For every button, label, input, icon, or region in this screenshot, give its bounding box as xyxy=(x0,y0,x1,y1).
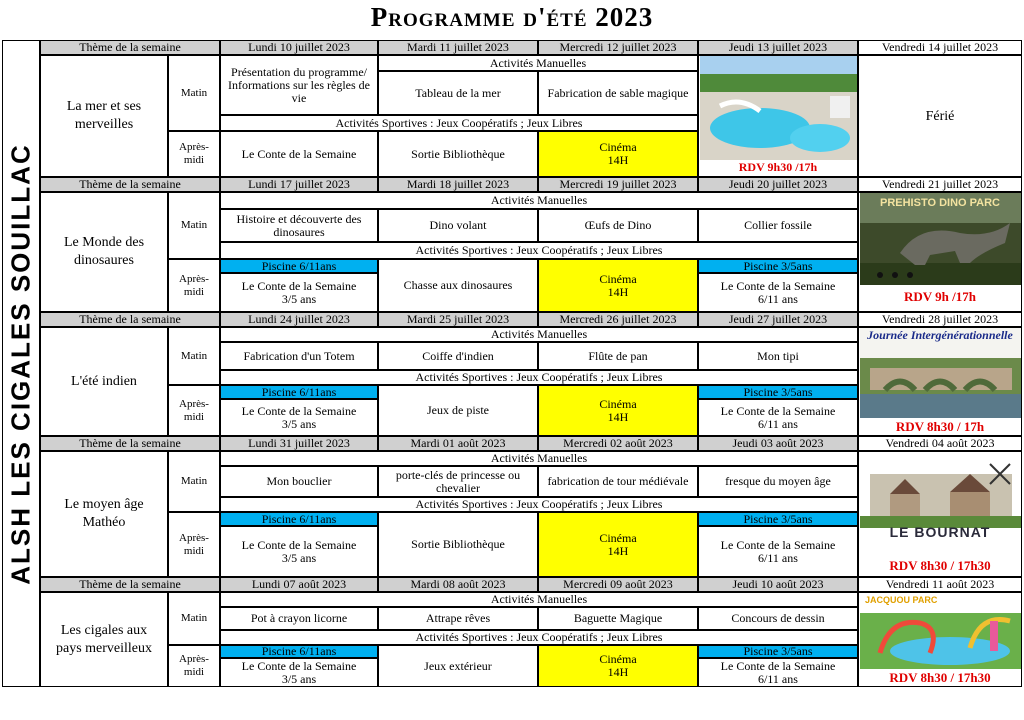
rdv-time: RDV 8h30 / 17h xyxy=(895,419,985,434)
lundi-apres-midi: Le Conte de la Semaine 3/5 ans xyxy=(220,658,378,687)
week-theme: Les cigales aux pays merveilleux xyxy=(40,592,168,687)
activites-sportives: Activités Sportives : Jeux Coopératifs ; Jeux Libres xyxy=(220,630,858,645)
piscine-badge: Piscine 6/11ans xyxy=(220,385,378,399)
activites-manuelles: Activités Manuelles xyxy=(220,592,858,607)
week-theme: L'été indien xyxy=(40,327,168,436)
matin-label: Matin xyxy=(168,55,220,131)
day-header: Lundi 24 juillet 2023 xyxy=(220,312,378,327)
jacquou-parc-picture xyxy=(858,592,1022,687)
week-1 xyxy=(40,40,1022,177)
dino-park-logo: PREHISTO DINO PARC xyxy=(880,197,1000,209)
day-header: Jeudi 20 juillet 2023 xyxy=(698,177,858,192)
activites-manuelles: Activités Manuelles xyxy=(220,451,858,466)
rdv-time: RDV 9h30 /17h xyxy=(738,160,818,174)
lundi-matin: Pot à crayon licorne xyxy=(220,607,378,630)
day-header: Mercredi 19 juillet 2023 xyxy=(538,177,698,192)
rdv-time: RDV 9h /17h xyxy=(903,289,976,304)
side-banner-label: ALSH LES CIGALES SOUILLAC xyxy=(5,142,36,585)
lundi-apres-midi: Le Conte de la Semaine 3/5 ans xyxy=(220,526,378,577)
mardi-matin: Tableau de la mer xyxy=(378,71,538,115)
mercredi-matin: fabrication de tour médiévale xyxy=(538,466,698,497)
apres-midi-label: Après- midi xyxy=(168,512,220,577)
mercredi-matin: Fabrication de sable magique xyxy=(538,71,698,115)
lundi-apres-midi: Le Conte de la Semaine xyxy=(220,131,378,177)
jeudi-matin: fresque du moyen âge xyxy=(698,466,858,497)
jeudi-matin: Collier fossile xyxy=(698,209,858,242)
mardi-matin: porte-clés de princesse ou chevalier xyxy=(378,466,538,497)
activites-manuelles: Activités Manuelles xyxy=(220,327,858,342)
lundi-matin: Fabrication d'un Totem xyxy=(220,342,378,370)
mercredi-matin: Baguette Magique xyxy=(538,607,698,630)
jacquou-parc-logo: JACQUOU PARC xyxy=(865,595,938,605)
rdv-time: RDV 8h30 / 17h30 xyxy=(889,558,991,573)
week-theme: Le Monde des dinosaures xyxy=(40,192,168,312)
day-header: Lundi 10 juillet 2023 xyxy=(220,40,378,55)
apres-midi-label: Après- midi xyxy=(168,131,220,177)
day-header: Mercredi 02 août 2023 xyxy=(538,436,698,451)
schedule-table xyxy=(40,40,1022,687)
cinema-cell: Cinéma 14H xyxy=(538,512,698,577)
theme-header: Thème de la semaine xyxy=(40,436,220,451)
dino-park-picture xyxy=(858,192,1022,312)
jeudi-matin: Mon tipi xyxy=(698,342,858,370)
week-4 xyxy=(40,436,1022,577)
mardi-apres-midi: Jeux de piste xyxy=(378,385,538,436)
day-header: Mercredi 26 juillet 2023 xyxy=(538,312,698,327)
day-header: Mercredi 09 août 2023 xyxy=(538,577,698,592)
mardi-matin: Dino volant xyxy=(378,209,538,242)
lundi-apres-midi: Le Conte de la Semaine 3/5 ans xyxy=(220,273,378,312)
mardi-matin: Coiffe d'indien xyxy=(378,342,538,370)
day-header: Mardi 01 août 2023 xyxy=(378,436,538,451)
activites-manuelles: Activités Manuelles xyxy=(378,55,698,71)
piscine-badge: Piscine 3/5ans xyxy=(698,645,858,658)
mercredi-matin: Flûte de pan xyxy=(538,342,698,370)
theme-header: Thème de la semaine xyxy=(40,312,220,327)
day-header: Mardi 08 août 2023 xyxy=(378,577,538,592)
piscine-badge: Piscine 3/5ans xyxy=(698,259,858,273)
day-header: Vendredi 04 août 2023 xyxy=(858,436,1022,451)
side-banner xyxy=(2,40,40,687)
day-header: Mercredi 12 juillet 2023 xyxy=(538,40,698,55)
cinema-cell: Cinéma 14H xyxy=(538,131,698,177)
apres-midi-label: Après- midi xyxy=(168,259,220,312)
day-header: Mardi 25 juillet 2023 xyxy=(378,312,538,327)
mardi-matin: Attrape rêves xyxy=(378,607,538,630)
apres-midi-label: Après- midi xyxy=(168,645,220,687)
activites-sportives: Activités Sportives : Jeux Coopératifs ; Jeux Libres xyxy=(220,370,858,385)
activites-sportives: Activités Sportives : Jeux Coopératifs ; Jeux Libres xyxy=(220,115,698,131)
week-theme: Le moyen âge Mathéo xyxy=(40,451,168,577)
piscine-badge: Piscine 6/11ans xyxy=(220,645,378,658)
pool-image xyxy=(700,56,858,160)
jeudi-matin: Concours de dessin xyxy=(698,607,858,630)
mardi-apres-midi: Sortie Bibliothèque xyxy=(378,512,538,577)
day-header: Jeudi 10 août 2023 xyxy=(698,577,858,592)
piscine-badge: Piscine 6/11ans xyxy=(220,512,378,526)
activites-sportives: Activités Sportives : Jeux Coopératifs ; Jeux Libres xyxy=(220,242,858,259)
piscine-badge: Piscine 3/5ans xyxy=(698,385,858,399)
day-header: Mardi 18 juillet 2023 xyxy=(378,177,538,192)
intergenerational-day-label: Journée Intergénérationnelle xyxy=(867,328,1013,342)
matin-label: Matin xyxy=(168,327,220,385)
cinema-cell: Cinéma 14H xyxy=(538,259,698,312)
theme-header: Thème de la semaine xyxy=(40,40,220,55)
day-header: Vendredi 14 juillet 2023 xyxy=(858,40,1022,55)
lundi-matin: Mon bouclier xyxy=(220,466,378,497)
activites-manuelles: Activités Manuelles xyxy=(220,192,858,209)
week-2 xyxy=(40,177,1022,312)
week-theme: La mer et ses merveilles xyxy=(40,55,168,177)
day-header: Jeudi 03 août 2023 xyxy=(698,436,858,451)
week-5 xyxy=(40,577,1022,687)
lundi-matin: Histoire et découverte des dinosaures xyxy=(220,209,378,242)
lundi-matin: Présentation du programme/ Informations sur les règles de vie xyxy=(220,55,378,115)
day-header: Lundi 07 août 2023 xyxy=(220,577,378,592)
mercredi-matin: Œufs de Dino xyxy=(538,209,698,242)
apres-midi-label: Après- midi xyxy=(168,385,220,436)
day-header: Mardi 11 juillet 2023 xyxy=(378,40,538,55)
jeudi-apres-midi: Le Conte de la Semaine 6/11 ans xyxy=(698,273,858,312)
week-3 xyxy=(40,312,1022,436)
pool-outing-picture xyxy=(698,55,858,177)
vendredi-ferie: Férié xyxy=(858,55,1022,177)
bournat-logo: LE BOURNAT xyxy=(889,524,991,540)
day-header: Lundi 17 juillet 2023 xyxy=(220,177,378,192)
activites-sportives: Activités Sportives : Jeux Coopératifs ; Jeux Libres xyxy=(220,497,858,512)
lundi-apres-midi: Le Conte de la Semaine 3/5 ans xyxy=(220,399,378,436)
bournat-picture xyxy=(858,451,1022,577)
jeudi-apres-midi: Le Conte de la Semaine 6/11 ans xyxy=(698,399,858,436)
jeudi-apres-midi: Le Conte de la Semaine 6/11 ans xyxy=(698,526,858,577)
jeudi-apres-midi: Le Conte de la Semaine 6/11 ans xyxy=(698,658,858,687)
day-header: Lundi 31 juillet 2023 xyxy=(220,436,378,451)
mardi-apres-midi: Sortie Bibliothèque xyxy=(378,131,538,177)
day-header: Jeudi 27 juillet 2023 xyxy=(698,312,858,327)
day-header: Jeudi 13 juillet 2023 xyxy=(698,40,858,55)
day-header: Vendredi 21 juillet 2023 xyxy=(858,177,1022,192)
matin-label: Matin xyxy=(168,592,220,645)
rdv-time: RDV 8h30 / 17h30 xyxy=(889,670,991,685)
theme-header: Thème de la semaine xyxy=(40,577,220,592)
matin-label: Matin xyxy=(168,192,220,259)
intergenerational-day-picture xyxy=(858,327,1022,436)
day-header: Vendredi 28 juillet 2023 xyxy=(858,312,1022,327)
mardi-apres-midi: Jeux extérieur xyxy=(378,645,538,687)
cinema-cell: Cinéma 14H xyxy=(538,385,698,436)
theme-header: Thème de la semaine xyxy=(40,177,220,192)
matin-label: Matin xyxy=(168,451,220,512)
mardi-apres-midi: Chasse aux dinosaures xyxy=(378,259,538,312)
page-title: Programme d'été 2023 xyxy=(370,2,654,32)
piscine-badge: Piscine 3/5ans xyxy=(698,512,858,526)
day-header: Vendredi 11 août 2023 xyxy=(858,577,1022,592)
piscine-badge: Piscine 6/11ans xyxy=(220,259,378,273)
cinema-cell: Cinéma 14H xyxy=(538,645,698,687)
